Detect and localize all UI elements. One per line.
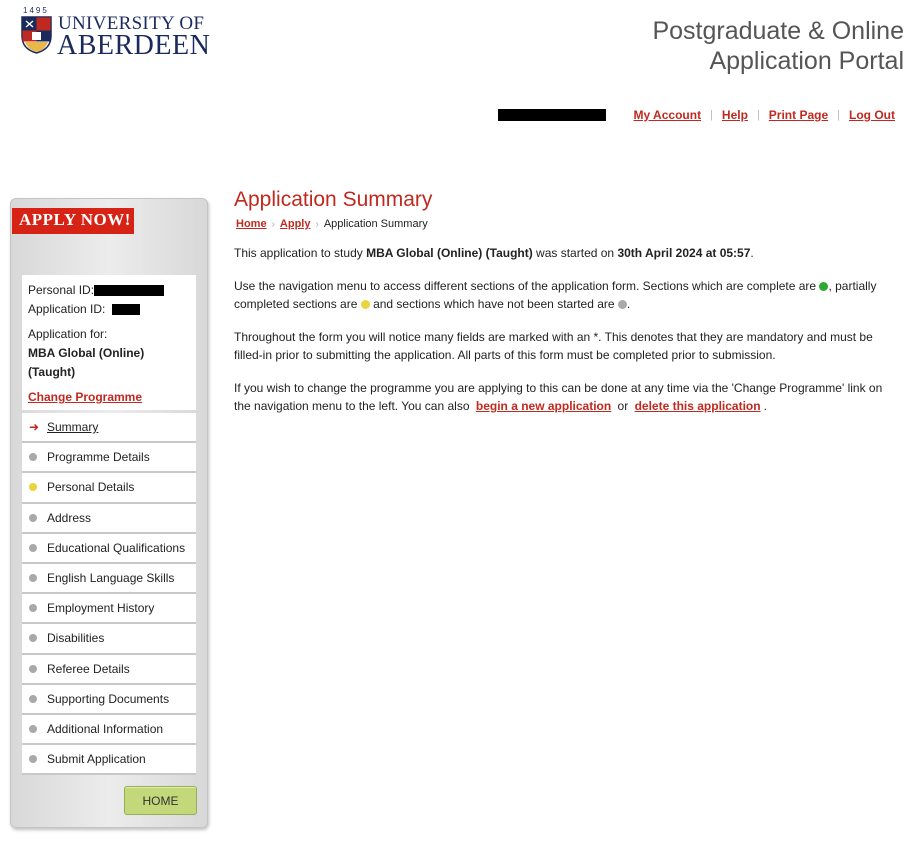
print-page-link[interactable]: Print Page: [768, 108, 829, 122]
sidebar-item-label: Referee Details: [47, 661, 130, 676]
application-id-row: [28, 300, 190, 319]
sidebar-item-personal-details[interactable]: [22, 473, 196, 503]
application-info: [22, 275, 196, 410]
change-programme-text: [234, 379, 894, 416]
breadcrumb: [236, 218, 894, 230]
text-fragment: , partially completed sections are: [234, 278, 877, 311]
application-sidebar: [10, 198, 208, 828]
status-not-started-icon: [29, 604, 37, 612]
log-out-link[interactable]: Log Out: [849, 108, 895, 122]
text-fragment: .: [763, 399, 767, 413]
sidebar-item-label: English Language Skills: [47, 571, 175, 586]
status-not-started-icon: [29, 725, 37, 733]
sidebar-item-referee-details[interactable]: [22, 655, 196, 685]
status-not-started-icon: [618, 300, 627, 309]
text-fragment: or: [614, 399, 632, 413]
logo-year: 1495: [23, 6, 49, 15]
breadcrumb-apply-link[interactable]: Apply: [279, 218, 311, 230]
application-id-label: Application ID:: [28, 302, 106, 316]
mandatory-fields-text: Throughout the form you will notice many fields are marked with an *. This denotes that they are mandatory and must be filled-in prior to submitting the application. All parts of this form must be completed prior to submission.: [234, 329, 873, 362]
arrow-right-icon: ➜: [29, 420, 40, 435]
change-programme-link[interactable]: Change Programme: [28, 390, 143, 404]
status-not-started-icon: [29, 755, 37, 763]
status-not-started-icon: [29, 574, 37, 582]
chevron-right-icon: ›: [271, 218, 275, 230]
sidebar-item-educational-qualifications[interactable]: [22, 534, 196, 564]
top-navigation: [498, 108, 896, 122]
sidebar-item-programme-details[interactable]: [22, 443, 196, 473]
sidebar-item-label: Employment History: [47, 601, 155, 616]
text-fragment: was started on: [532, 246, 618, 260]
status-not-started-icon: [29, 544, 37, 552]
page-title: Application Summary: [234, 188, 433, 211]
status-not-started-icon: [29, 634, 37, 642]
breadcrumb-home-link[interactable]: Home: [236, 218, 267, 230]
nav-separator: |: [710, 109, 713, 121]
application-for-label: Application for:: [28, 327, 108, 341]
help-link[interactable]: Help: [721, 108, 748, 122]
university-logo[interactable]: [20, 6, 211, 61]
sidebar-item-employment-history[interactable]: [22, 594, 196, 624]
start-date-bold: 30th April 2024 at 05:57: [617, 246, 751, 260]
sidebar-item-submit-application[interactable]: [22, 745, 196, 775]
sidebar-item-address[interactable]: [22, 504, 196, 534]
status-partial-icon: [29, 483, 37, 491]
status-not-started-icon: [29, 695, 37, 703]
application-id-redacted: [112, 304, 140, 315]
logo-aberdeen: ABERDEEN: [57, 30, 211, 61]
home-button[interactable]: HOME: [124, 786, 197, 815]
sidebar-item-label: Submit Application: [47, 752, 146, 767]
text-fragment: If you wish to change the programme you are applying to this can be done at any time via the 'Change Programme' link on the navigation menu to the left. You can also: [234, 380, 883, 413]
text-fragment: Use the navigation menu to access different sections of the application form. Sections which are complete are: [234, 278, 820, 293]
navigation-help-text: [234, 277, 894, 314]
personal-id-label: Personal ID:: [28, 283, 95, 297]
sidebar-item-label: Disabilities: [47, 631, 105, 646]
apply-now-banner: APPLY NOW!: [12, 208, 134, 234]
portal-title-line2: Application Portal: [709, 47, 904, 75]
text-fragment: This application to study: [234, 246, 367, 260]
sidebar-item-label: Personal Details: [47, 480, 135, 495]
programme-name: MBA Global (Online) (Taught): [28, 346, 145, 379]
portal-title-line1: Postgraduate & Online: [652, 17, 904, 45]
crest-icon: [21, 16, 52, 54]
text-fragment: and sections which have not been started are: [369, 297, 618, 311]
sidebar-item-additional-information[interactable]: [22, 715, 196, 745]
portal-title: [652, 16, 904, 76]
breadcrumb-current: Application Summary: [323, 218, 428, 230]
main-content: [234, 188, 894, 430]
sidebar-item-disabilities[interactable]: [22, 624, 196, 654]
sidebar-item-label: Educational Qualifications: [47, 540, 186, 555]
delete-application-link[interactable]: delete this application: [634, 399, 761, 413]
sidebar-item-label: Supporting Documents: [47, 691, 170, 706]
text-fragment: .: [750, 246, 754, 260]
sidebar-item-english-language-skills[interactable]: [22, 564, 196, 594]
section-navigation-menu: [22, 413, 196, 775]
sidebar-item-label: Address: [47, 510, 92, 525]
begin-new-application-link[interactable]: begin a new application: [475, 399, 612, 413]
sidebar-item-supporting-documents[interactable]: [22, 685, 196, 715]
personal-id-redacted: [94, 285, 164, 296]
welcome-user-redacted: [498, 109, 606, 121]
text-fragment: .: [626, 297, 631, 311]
sidebar-item-label: Additional Information: [47, 721, 164, 736]
chevron-right-icon: ›: [315, 218, 319, 230]
status-partial-icon: [361, 300, 370, 309]
sidebar-item-summary[interactable]: [22, 413, 196, 443]
nav-separator: |: [837, 109, 841, 121]
programme-name-bold: MBA Global (Online) (Taught): [366, 246, 533, 260]
sidebar-item-label: Summary: [47, 420, 99, 435]
application-started-text: [234, 244, 894, 263]
my-account-link[interactable]: My Account: [633, 108, 702, 122]
status-not-started-icon: [29, 453, 37, 461]
sidebar-item-label: Programme Details: [47, 450, 150, 465]
personal-id-row: [28, 281, 190, 300]
logo-university-of: UNIVERSITY OF: [58, 13, 205, 34]
status-not-started-icon: [29, 514, 37, 522]
status-not-started-icon: [29, 665, 37, 673]
nav-separator: |: [756, 109, 760, 121]
